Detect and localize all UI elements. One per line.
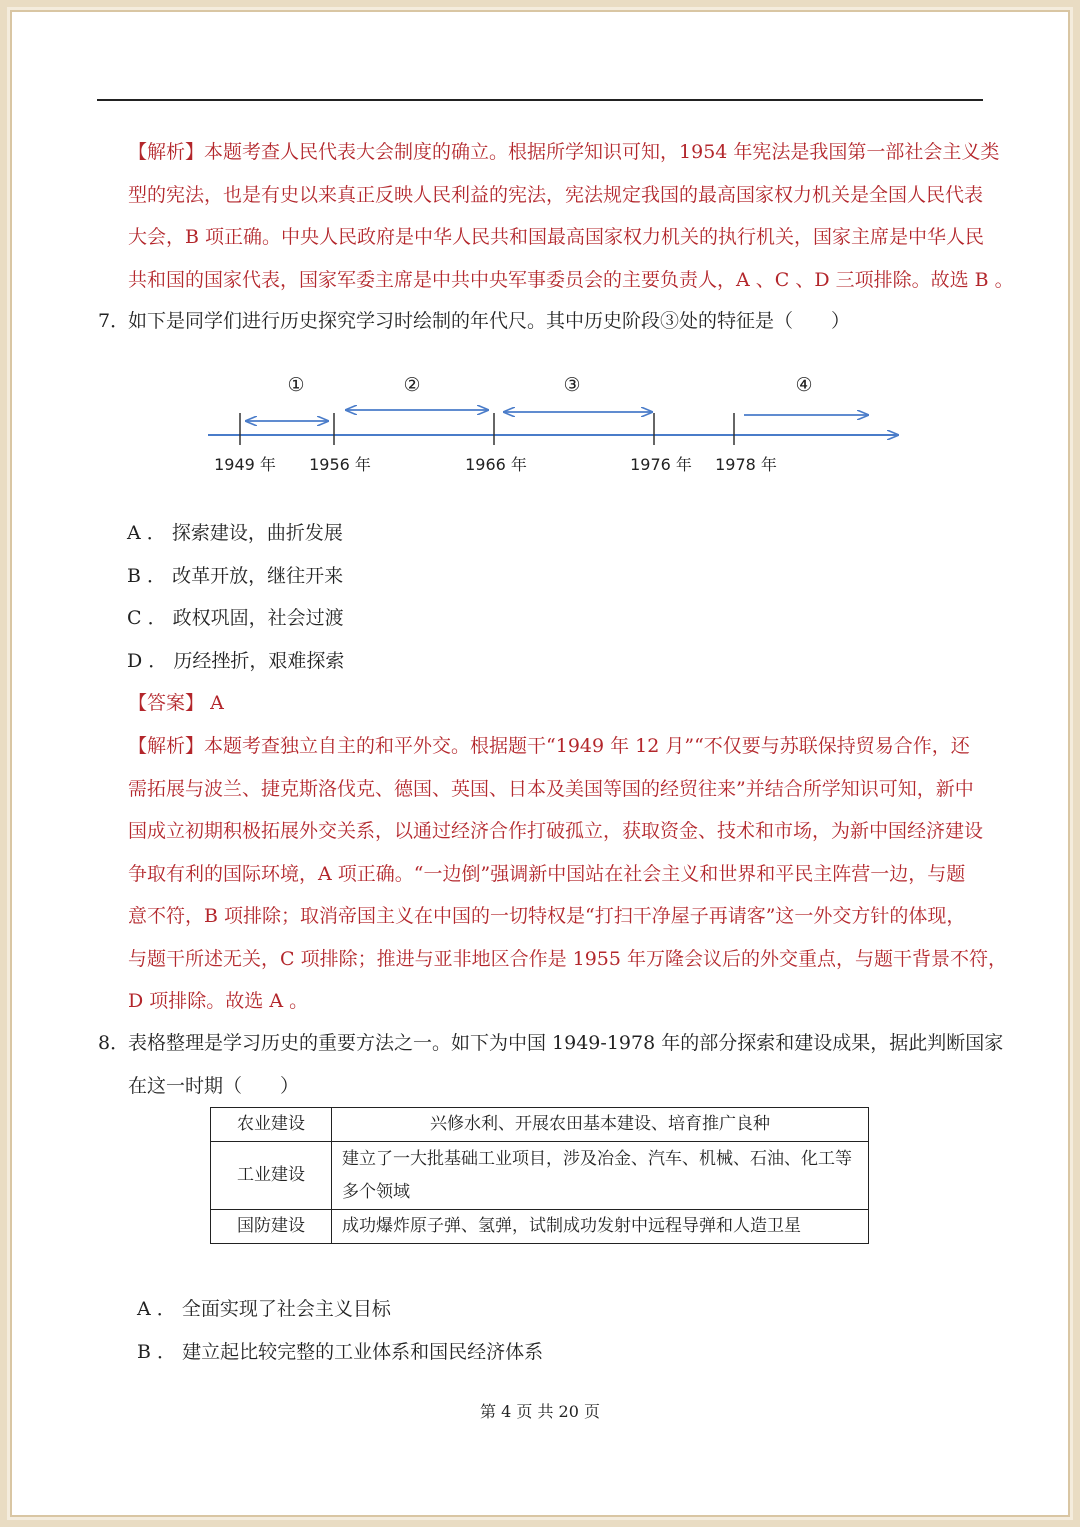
- year-label-1976: 1976 年: [630, 455, 692, 474]
- analysis-q6-line-4: 共和国的国家代表，国家军委主席是中共中央军事委员会的主要负责人，A 、C 、D 三项排除。故选 B 。: [128, 268, 1014, 291]
- option-text: 全面实现了社会主义目标: [181, 1298, 391, 1320]
- option-text: 探索建设，曲折发展: [171, 522, 343, 544]
- question-text-line-2: 在这一时期（ ）: [128, 1074, 300, 1097]
- question-text-line-1: 表格整理是学习历史的重要方法之一。如下为中国 1949-1978 年的部分探索和建设成果，据此判断国家: [128, 1032, 1004, 1054]
- option-text: 政权巩固，社会过渡: [172, 607, 344, 629]
- question-number: 8．: [98, 1032, 130, 1054]
- analysis-label: 【解析】: [128, 735, 205, 757]
- option-letter: D ．: [127, 650, 168, 672]
- option-letter: B ．: [137, 1341, 177, 1363]
- analysis-q6: [128, 131, 1014, 301]
- answer-label: 【答案】: [128, 692, 205, 714]
- year-label-1966: 1966 年: [465, 455, 527, 474]
- option-text: 建立起比较完整的工业体系和国民经济体系: [182, 1341, 544, 1363]
- q7-option-d[interactable]: [127, 640, 344, 682]
- analysis-q7-line-7: D 项排除。故选 A 。: [128, 990, 309, 1012]
- stage-label-1: ①: [287, 374, 305, 396]
- table-row: [211, 1210, 869, 1244]
- option-text: 改革开放，继往开来: [172, 565, 344, 587]
- q7-option-c[interactable]: [127, 597, 344, 639]
- table-row: [211, 1108, 869, 1142]
- question-number: 7．: [98, 310, 130, 332]
- analysis-q7-line-4: 争取有利的国际环境，A 项正确。“一边倒”强调新中国站在社会主义和世界和平民主阵营一边，与题: [128, 862, 966, 885]
- stage-label-2: ②: [403, 374, 421, 396]
- option-letter: C ．: [127, 607, 167, 629]
- table-cell: 建立了一大批基础工业项目，涉及冶金、汽车、机械、石油、化工等多个领域: [332, 1142, 869, 1210]
- analysis-q7: [128, 725, 1008, 1023]
- option-letter: B ．: [127, 565, 167, 587]
- table-head-cell: 国防建设: [211, 1210, 332, 1244]
- analysis-q7-line-6: 与题干所述无关，C 项排除；推进与亚非地区合作是 1955 年万隆会议后的外交重点，与题干背景不符，: [128, 947, 1008, 970]
- q7-option-a[interactable]: [127, 512, 343, 554]
- analysis-q7-line-5: 意不符，B 项排除；取消帝国主义在中国的一切特权是“打扫干净屋子再请客”这一外交方针的体现，: [128, 905, 966, 927]
- page-footer: 第 4 页 共 20 页: [480, 1402, 600, 1421]
- analysis-q6-line-2: 型的宪法，也是有史以来真正反映人民利益的宪法，宪法规定我国的最高国家权力机关是全国人民代表: [128, 183, 984, 206]
- q8-option-a[interactable]: [137, 1288, 391, 1330]
- analysis-q6-line-1: 【解析】本题考查人民代表大会制度的确立。根据所学知识可知，1954 年宪法是我国第一部社会主义类: [128, 141, 1000, 163]
- q7-answer: [128, 682, 224, 724]
- analysis-q6-line-3: 大会，B 项正确。中央人民政府是中华人民共和国最高国家权力机关的执行机关，国家主席是中华人民: [128, 226, 985, 248]
- question-7: [98, 300, 982, 343]
- q7-option-b[interactable]: [127, 555, 343, 597]
- achievements-table: [210, 1107, 869, 1244]
- year-label-1949: 1949 年: [214, 455, 276, 474]
- option-text: 历经挫折，艰难探索: [173, 650, 345, 672]
- analysis-label: 【解析】: [128, 141, 205, 163]
- analysis-q7-line-2: 需拓展与波兰、捷克斯洛伐克、德国、英国、日本及美国等国的经贸往来”并结合所学知识可知，新中: [128, 777, 974, 800]
- option-letter: A ．: [127, 522, 166, 544]
- table-head-cell: 农业建设: [211, 1108, 332, 1142]
- table-head-cell: 工业建设: [211, 1142, 332, 1210]
- question-8: [98, 1022, 1004, 1107]
- table-cell: 兴修水利、开展农田基本建设、培育推广良种: [332, 1108, 869, 1142]
- stage-label-3: ③: [563, 374, 581, 396]
- option-letter: A ．: [137, 1298, 176, 1320]
- stage-label-4: ④: [795, 374, 813, 396]
- answer-value: A: [210, 692, 224, 714]
- analysis-q7-line-1: 【解析】本题考查独立自主的和平外交。根据题干“1949 年 12 月”“不仅要与苏联保持贸易合作，还: [128, 735, 970, 757]
- header-rule: [97, 99, 983, 101]
- table-cell: 成功爆炸原子弹、氢弹，试制成功发射中远程导弹和人造卫星: [332, 1210, 869, 1244]
- q8-option-b[interactable]: [137, 1331, 543, 1373]
- table-row: [211, 1142, 869, 1210]
- question-text: 如下是同学们进行历史探究学习时绘制的年代尺。其中历史阶段③处的特征是（ ）: [128, 310, 851, 332]
- analysis-q7-line-3: 国成立初期积极拓展外交关系，以通过经济合作打破孤立，获取资金、技术和市场，为新中国经济建设: [128, 820, 984, 842]
- timeline-figure: [200, 365, 920, 485]
- year-label-1978: 1978 年: [715, 455, 777, 474]
- year-label-1956: 1956 年: [309, 455, 371, 474]
